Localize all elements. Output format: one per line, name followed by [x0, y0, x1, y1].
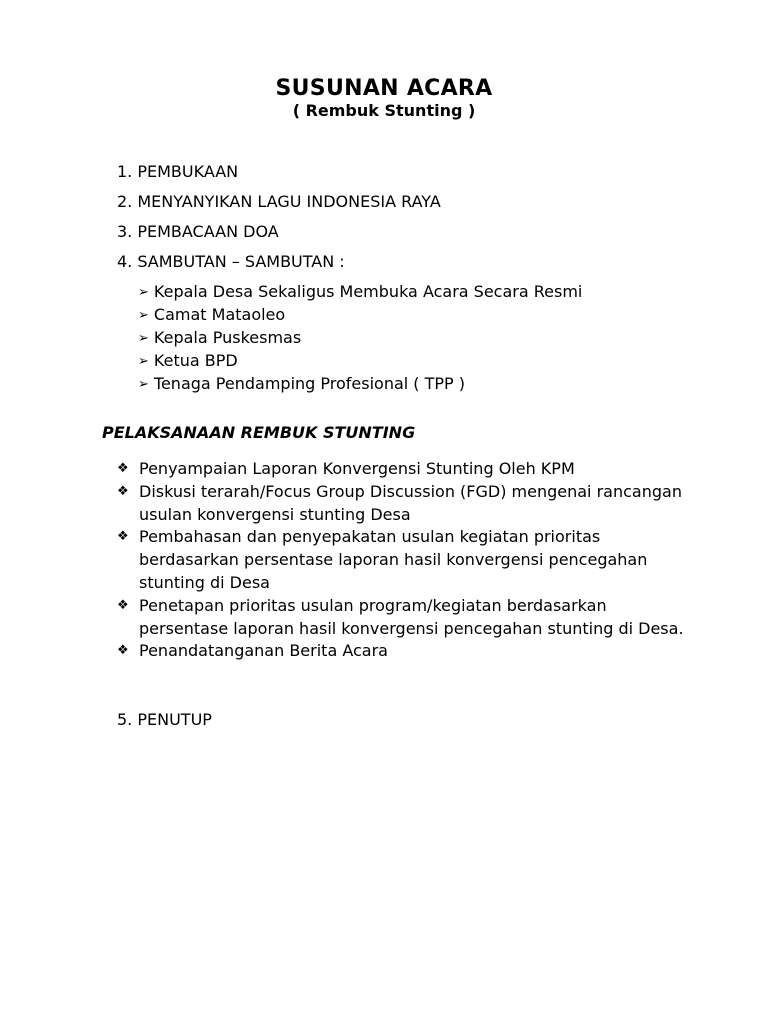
sambutan-label: Camat Mataoleo: [153, 305, 286, 324]
agenda-list: [117, 161, 441, 281]
diamond-bullet-icon: ❖: [117, 461, 129, 476]
diamond-bullet-icon: ❖: [117, 483, 129, 499]
sambutan-label: Kepala Puskesmas: [153, 328, 302, 347]
section-heading: PELAKSANAAN REMBUK STUNTING: [102, 423, 416, 442]
diamond-bullet-icon: ❖: [117, 597, 129, 613]
arrow-bullet-icon: ➢: [138, 377, 149, 392]
pelaksanaan-item: [117, 458, 697, 481]
sambutan-label: Tenaga Pendamping Profesional ( TPP ): [153, 374, 466, 393]
sambutan-label: Ketua BPD: [153, 351, 238, 370]
sambutan-item: [138, 281, 582, 304]
sambutan-item: [138, 373, 582, 396]
agenda-item: 2. MENYANYIKAN LAGU INDONESIA RAYA: [117, 192, 441, 211]
pelaksanaan-label: Penetapan prioritas usulan program/kegiatan berdasarkan persentase laporan hasil konvergensi pencegahan stunting di Desa.: [139, 595, 684, 638]
document-title: SUSUNAN ACARA: [275, 76, 493, 101]
pelaksanaan-list: [117, 458, 697, 663]
pelaksanaan-item: [117, 526, 697, 594]
pelaksanaan-label: Penandatanganan Berita Acara: [139, 641, 388, 661]
sambutan-item: [138, 350, 582, 373]
pelaksanaan-label: Penyampaian Laporan Konvergensi Stunting Oleh KPM: [139, 459, 575, 478]
arrow-bullet-icon: ➢: [138, 285, 149, 300]
diamond-bullet-icon: ❖: [117, 529, 129, 545]
sambutan-item: [138, 304, 582, 327]
pelaksanaan-item: [117, 595, 697, 641]
arrow-bullet-icon: ➢: [138, 331, 149, 346]
agenda-item: 3. PEMBACAAN DOA: [117, 222, 279, 241]
sambutan-label: Kepala Desa Sekaligus Membuka Acara Secara Resmi: [153, 282, 583, 301]
arrow-bullet-icon: ➢: [138, 354, 149, 369]
sambutan-list: [138, 281, 582, 396]
agenda-item: 1. PEMBUKAAN: [117, 162, 239, 181]
pelaksanaan-item: [117, 640, 697, 663]
arrow-bullet-icon: ➢: [138, 308, 149, 323]
diamond-bullet-icon: ❖: [117, 643, 129, 659]
sambutan-item: [138, 327, 582, 350]
pelaksanaan-item: [117, 481, 697, 527]
pelaksanaan-label: Pembahasan dan penyepakatan usulan kegiatan prioritas berdasarkan persentase laporan hasil konvergensi pencegahan stunting di Desa: [139, 527, 648, 592]
closing-item: 5. PENUTUP: [117, 710, 212, 729]
agenda-item: 4. SAMBUTAN – SAMBUTAN :: [117, 252, 345, 271]
document-subtitle: ( Rembuk Stunting ): [292, 101, 476, 120]
pelaksanaan-label: Diskusi terarah/Focus Group Discussion (FGD) mengenai rancangan usulan konvergensi stunting Desa: [139, 481, 682, 524]
